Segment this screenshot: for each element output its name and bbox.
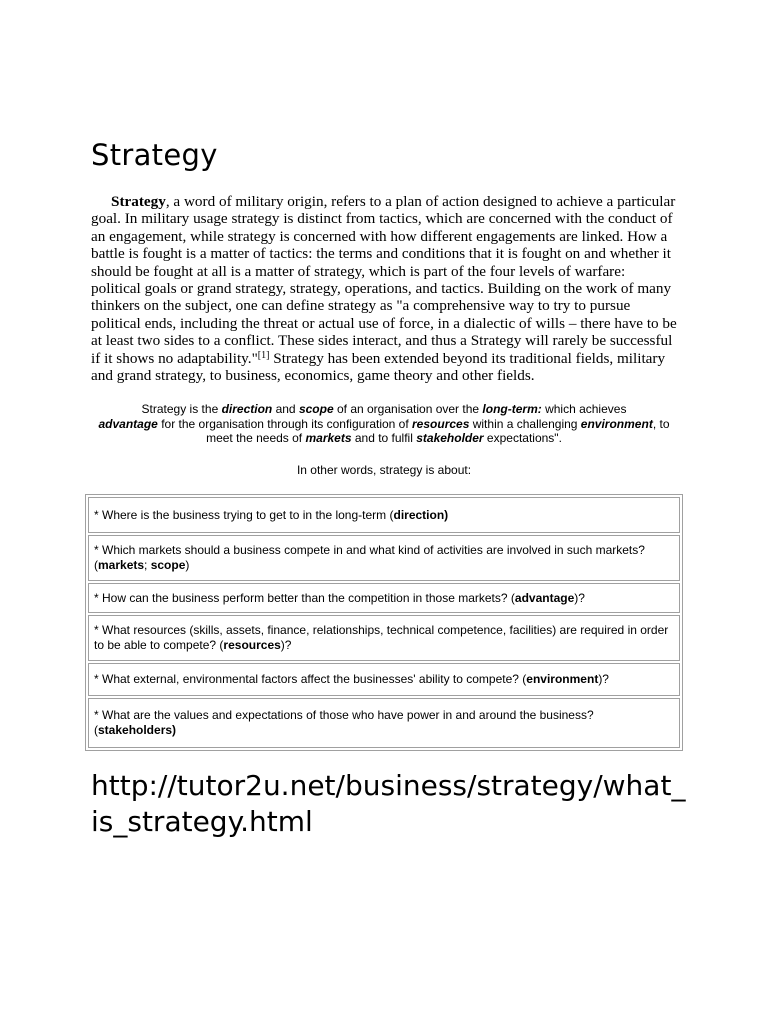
definition-text: expectations". bbox=[483, 431, 562, 445]
definition-keyword: resources bbox=[412, 416, 470, 431]
definition-text: of an organisation over the bbox=[333, 402, 483, 416]
table-row bbox=[88, 583, 680, 613]
definition-text: Strategy is the bbox=[141, 402, 222, 416]
question-text: * Where is the business trying to get to in the long-term (direction) bbox=[94, 507, 449, 522]
definition-keyword: direction bbox=[221, 402, 273, 416]
questions-table bbox=[85, 494, 683, 751]
citation-link[interactable]: [1] bbox=[257, 349, 270, 361]
questions-lead: In other words, strategy is about: bbox=[296, 463, 472, 477]
definition-text: for the organisation through its configuration of bbox=[157, 416, 413, 431]
intro-text-2: Strategy has been extended beyond its traditional fields, military and grand strategy, to business, economics, game theory and other fields. bbox=[91, 349, 666, 385]
table-row bbox=[88, 615, 680, 661]
table-row bbox=[88, 663, 680, 696]
strategy-definition bbox=[91, 402, 677, 446]
intro-term: Strategy bbox=[111, 193, 166, 210]
definition-keyword: scope bbox=[298, 402, 334, 416]
definition-text: and to fulfil bbox=[351, 431, 417, 445]
definition-text: within a challenging bbox=[469, 416, 581, 431]
intro-text-1: , a word of military origin, refers to a plan of action designed to achieve a particular goal. In military usage strategy is distinct from tactics, which are concerned with the conduct of an engagement, while strategy is concerned with how different engagements are linked. How a battle is fought is a matter of tactics: the terms and conditions that it is fought on and whether it should be fought at all is a matter of strategy, which is part of the four levels of warfare: political goals or grand strategy, strategy, operations, and tactics. Building on the work of many thinkers on the subject, one can define strategy as "a comprehensive way to try to pursue political ends, including the threat or actual use of force, in a dialectic of wills – there have to be at least two sides to a conflict. These sides interact, and thus a Strategy will rarely be successful if it shows no adaptability." bbox=[91, 193, 677, 367]
intro-paragraph bbox=[91, 193, 677, 384]
question-text: * What are the values and expectations of those who have power in and around the business? (stakeholders) bbox=[94, 708, 594, 737]
definition-keyword: markets bbox=[305, 431, 352, 445]
source-url[interactable]: http://tutor2u.net/business/strategy/what_is_strategy.html bbox=[91, 769, 686, 838]
definition-text: and bbox=[272, 402, 299, 416]
page-title: Strategy bbox=[91, 138, 218, 172]
definition-keyword: stakeholder bbox=[416, 431, 484, 445]
question-text: * Which markets should a business compete in and what kind of activities are involved in such markets? (markets; scope) bbox=[94, 543, 645, 572]
question-text: * How can the business perform better than the competition in those markets? (advantage)? bbox=[94, 590, 585, 605]
question-text: * What external, environmental factors affect the businesses' ability to compete? (environment)? bbox=[94, 672, 609, 686]
table-row bbox=[88, 535, 680, 581]
table-row bbox=[88, 497, 680, 533]
definition-text: which achieves bbox=[541, 402, 627, 416]
definition-keyword: advantage bbox=[98, 416, 158, 431]
question-text: * What resources (skills, assets, finance, relationships, technical competence, facilities) are required in order to be able to compete? (resources)? bbox=[94, 623, 669, 652]
definition-keyword: long-term: bbox=[482, 402, 542, 416]
definition-keyword: environment bbox=[580, 416, 653, 431]
table-row bbox=[88, 698, 680, 748]
definition-text: , to meet the needs of bbox=[206, 416, 670, 445]
